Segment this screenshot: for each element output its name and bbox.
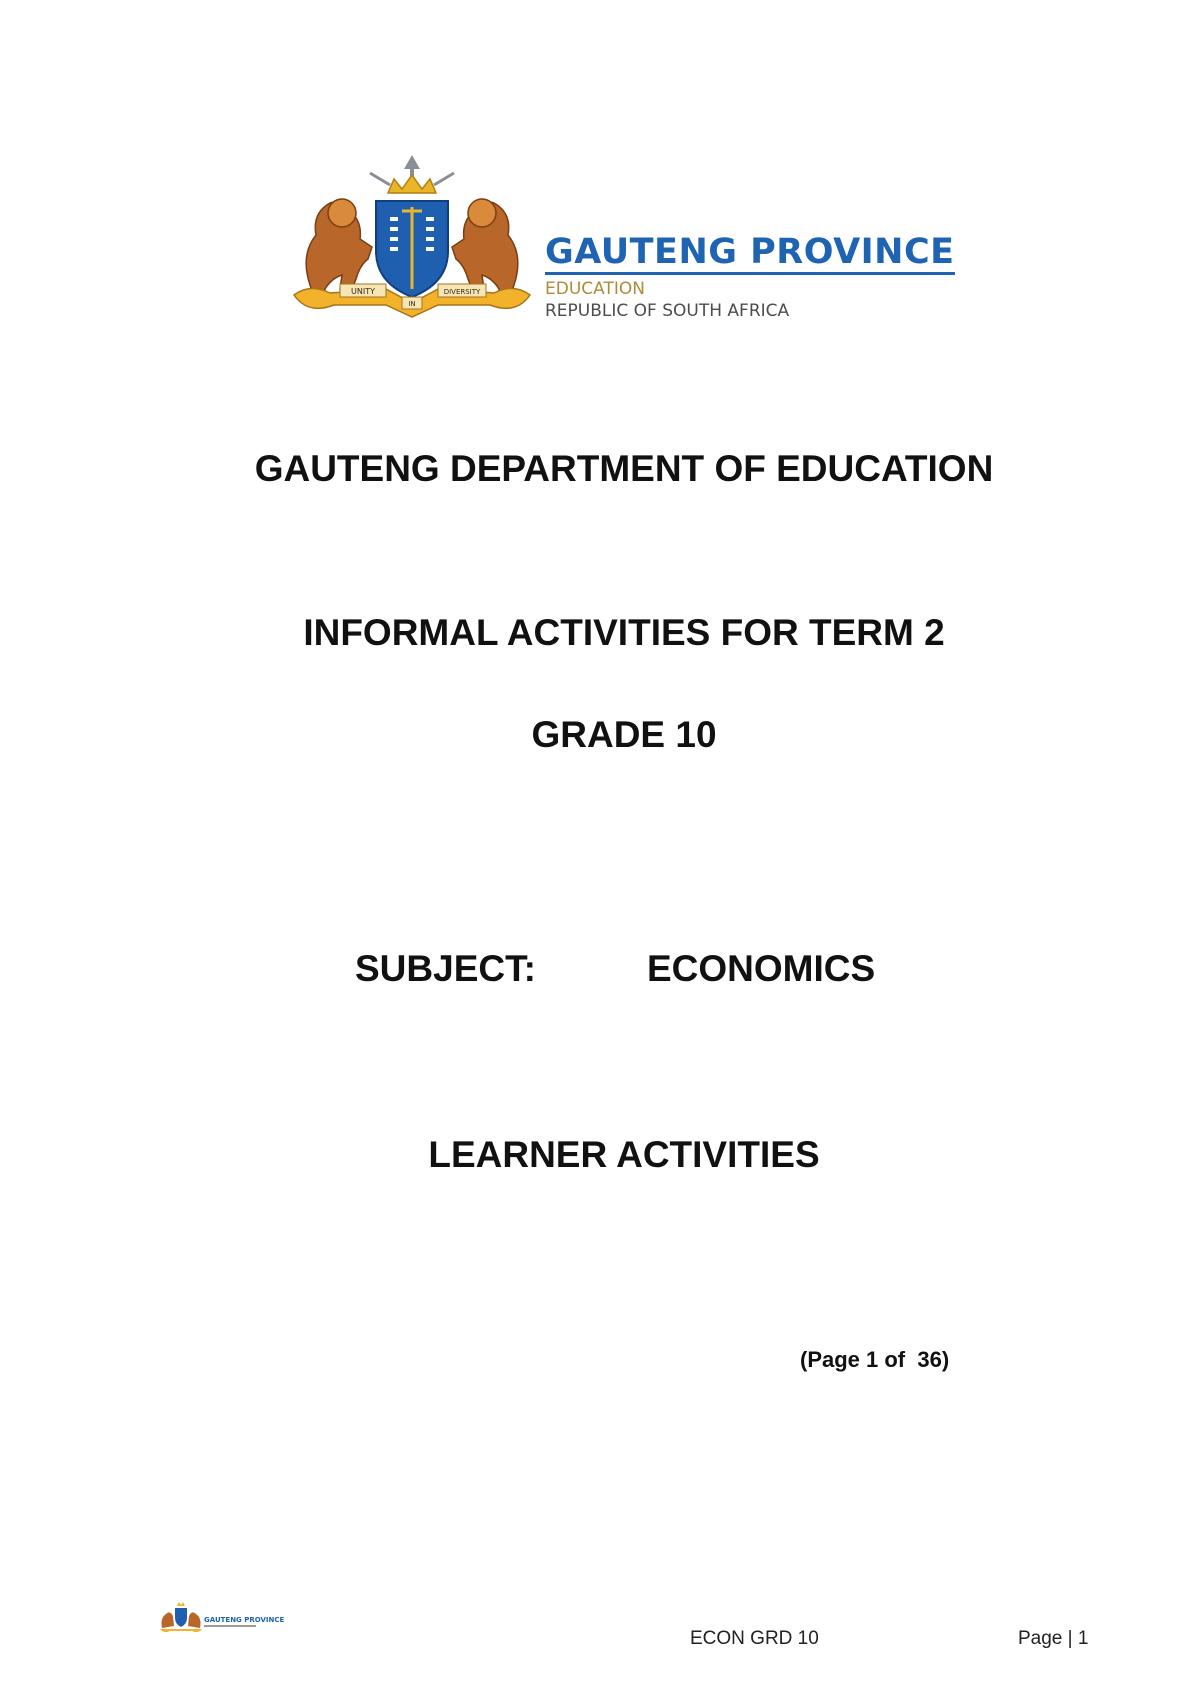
activities-title: INFORMAL ACTIVITIES FOR TERM 2 [303, 612, 945, 653]
learner-activities-title: LEARNER ACTIVITIES [428, 1134, 820, 1175]
footer-logo-text: GAUTENG PROVINCE [204, 1616, 285, 1624]
logo-department-text: EDUCATION [545, 279, 645, 299]
coat-of-arms-icon [290, 155, 535, 325]
logo-province-text: GAUTENG PROVINCE [545, 233, 955, 275]
grade-title: GRADE 10 [531, 714, 717, 755]
footer-logo-subline [204, 1625, 256, 1627]
subject-label: SUBJECT: [355, 948, 536, 989]
footer-coat-of-arms-icon [158, 1600, 204, 1634]
motto-unity: UNITY [351, 287, 375, 296]
footer-page-number: Page | 1 [1018, 1628, 1089, 1649]
subject-line [355, 947, 875, 991]
subject-value: ECONOMICS [647, 948, 876, 989]
logo-wordmark [545, 233, 955, 322]
department-title: GAUTENG DEPARTMENT OF EDUCATION [254, 448, 994, 489]
motto-in: IN [408, 300, 416, 308]
page-count: (Page 1 of 36) [800, 1347, 950, 1372]
footer-doc-code: ECON GRD 10 [690, 1628, 819, 1649]
motto-diversity: DIVERSITY [443, 288, 481, 296]
footer-logo [158, 1600, 308, 1634]
gauteng-province-logo [290, 155, 955, 325]
logo-country-text: REPUBLIC OF SOUTH AFRICA [545, 301, 790, 321]
